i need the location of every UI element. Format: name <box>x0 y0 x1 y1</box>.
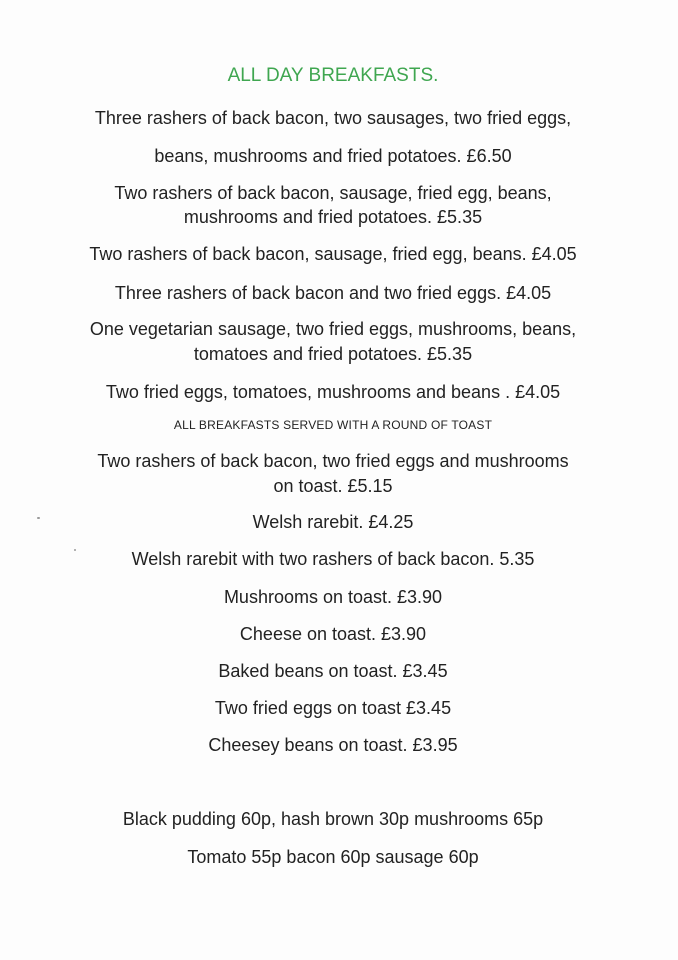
toast-line: Two rashers of back bacon, two fried eggs and mushrooms <box>97 451 569 471</box>
menu-line: Two rashers of back bacon, sausage, fried egg, beans. £4.05 <box>89 244 577 264</box>
extras-line: Tomato 55p bacon 60p sausage 60p <box>187 847 479 867</box>
toast-line: Mushrooms on toast. £3.90 <box>223 587 443 607</box>
toast-line: Cheesey beans on toast. £3.95 <box>208 735 458 755</box>
toast-line: Two fried eggs on toast £3.45 <box>214 698 452 718</box>
toast-line: Welsh rarebit. £4.25 <box>252 512 414 532</box>
toast-line: Cheese on toast. £3.90 <box>239 624 427 644</box>
toast-note: ALL BREAKFASTS SERVED WITH A ROUND OF TOAST <box>173 418 493 432</box>
extras-line: Black pudding 60p, hash brown 30p mushrooms 65p <box>122 809 544 829</box>
paper-speck <box>37 517 40 519</box>
menu-line: Two rashers of back bacon, sausage, fried egg, beans, <box>114 183 552 203</box>
menu-line: Three rashers of back bacon, two sausages, two fried eggs, <box>94 108 572 128</box>
toast-line: Welsh rarebit with two rashers of back bacon. 5.35 <box>131 549 535 569</box>
toast-line: Baked beans on toast. £3.45 <box>218 661 448 681</box>
menu-line: Two fried eggs, tomatoes, mushrooms and beans . £4.05 <box>105 382 561 402</box>
menu-line: mushrooms and fried potatoes. £5.35 <box>183 207 483 227</box>
menu-line: tomatoes and fried potatoes. £5.35 <box>193 344 473 364</box>
menu-title: ALL DAY BREAKFASTS. <box>227 65 439 86</box>
menu-line: Three rashers of back bacon and two fried eggs. £4.05 <box>114 283 552 303</box>
paper-speck <box>74 549 76 551</box>
toast-line: on toast. £5.15 <box>273 476 393 496</box>
menu-line: One vegetarian sausage, two fried eggs, mushrooms, beans, <box>89 319 577 339</box>
menu-line: beans, mushrooms and fried potatoes. £6.50 <box>154 146 512 166</box>
